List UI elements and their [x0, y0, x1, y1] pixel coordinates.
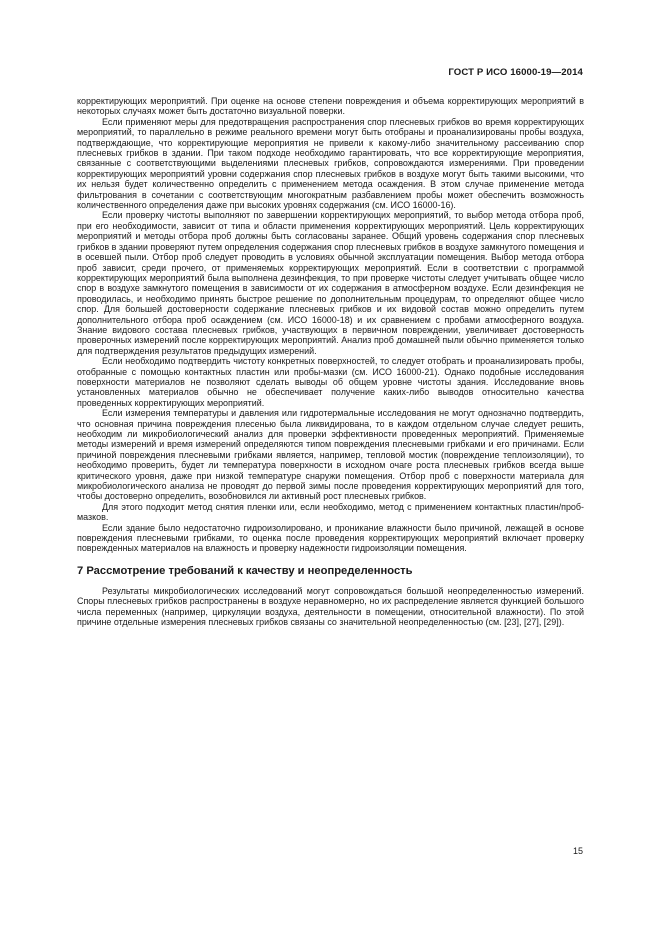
document-header: ГОСТ Р ИСО 16000-19—2014 [448, 67, 583, 78]
paragraph: Для этого подходит метод снятия пленки или, если необходимо, метод с применением контактных пластин/проб-мазков. [77, 501, 584, 523]
paragraph: Результаты микробиологических исследований могут сопровождаться большой неопределенностью измерений. Споры плесневых грибков распространены в воздухе неравномерно, но их распределение является функцией большого числа переменных (например, циркуляции воздуха, деятельности в помещении, относительной влажности). По этой причине отдельные измерения плесневых грибков связаны со значительной неопределенностью (см. [23], [27], [29]). [77, 585, 584, 628]
page-number: 15 [572, 846, 583, 856]
section-heading: 7 Рассмотрение требований к качеству и неопределенность [77, 564, 413, 577]
paragraph: корректирующих мероприятий. При оценке на основе степени повреждения и объема корректирующих мероприятий в некоторых случаях может быть достаточно визуальной поверки. [77, 96, 584, 117]
body-text [77, 96, 584, 628]
paragraph: Если измерения температуры и давления или гидротермальные исследования не могут однозначно подтвердить, что основная причина повреждения плесенью была ликвидирована, то в каждом отдельном случае следует решить, необходим ли микробиологический анализ для проверки эффективности проведенных мероприятий. Применяемые методы измерений и время измерений определяются типом повреждения плесневыми грибками и его причинами. Если причиной повреждения плесневыми грибками является, например, тепловой мостик (повреждение теплоизоляции), то необходимо проверить, будет ли температура поверхности в исходном очаге роста плесневых грибков всегда выше критического уровня, даже при низкой температуре снаружи помещения. Отбор проб с поверхности материала для микробиологического анализа не проводят до первой зимы после проведения корректирующих мероприятий для того, чтобы достоверно определить, возобновился ли активный рост плесневых грибков. [77, 408, 584, 502]
paragraph: Если проверку чистоты выполняют по завершении корректирующих мероприятий, то выбор метода отбора проб, при его необходимости, зависит от типа и области применения корректирующих мероприятий. Цель корректирующих мероприятий и методы отбора проб должны быть согласованы заранее. Общий уровень содержания спор плесневых грибков в здании проверяют путем определения содержания спор плесневых грибков в воздухе замкнутого помещения и в осевшей пыли. Отбор проб следует проводить в условиях обычной эксплуатации помещения. Выбор метода отбора проб зависит, среди прочего, от применяемых корректирующих мероприятий. Если в соответствии с программой корректирующих мероприятий была выполнена дезинфекция, то при проверке чистоты следует учитывать общее число спор в воздухе замкнутого помещения в зависимости от их содержания в атмосферном воздухе. Если дезинфекция не проводилась, и необходимо принять быстрое решение по дополнительным процедурам, то определяют общее число спор. Для большей достоверности содержание плесневых грибков и их видовой состав можно определить путем дополнительного отбора проб осаждением (см. ИСО 16000-18) и их сравнением с пробами атмосферного воздуха. Знание видового состава плесневых грибков, участвующих в первичном повреждении, увеличивает достоверность проверочных измерений после корректирующих мероприятий. Анализ проб домашней пыли обычно применяется только для подтверждения результатов предыдущих измерений. [77, 210, 584, 356]
paragraph: Если необходимо подтвердить чистоту конкретных поверхностей, то следует отобрать и проанализировать пробы, отобранные с помощью контактных пластин или пробы-мазки (см. ИСО 16000-21). Однако подобные исследования поверхности материалов не позволяют сделать выводы об общем уровне чистоты здания. Исследование вновь установленных материалов обычно не обеспечивает получение каких-либо выводов относительно качества проведенных корректирующих мероприятий. [77, 356, 584, 408]
paragraph: Если здание было недостаточно гидроизолировано, и проникание влажности было причиной, лежащей в основе повреждения плесневыми грибками, то оценка после проведения корректирующих мероприятий включает проверку поврежденных материалов на влажность и проверку надежности гидроизоляции помещения. [77, 522, 584, 554]
paragraph: Если применяют меры для предотвращения распространения спор плесневых грибков во время корректирующих мероприятий, то параллельно в режиме реального времени могут быть отобраны и проанализированы пробы воздуха, подтверждающие, что корректирующие мероприятия не привели к какому-либо значительному рассеиванию спор плесневых грибков в здании. При таком подходе необходимо гарантировать, что все корректирующие мероприятия, связанные с соответствующими выделениями плесневых грибков, сопровождаются измерениями. При проведении корректирующих мероприятий уровни содержания спор плесневых грибков в воздухе могут быть такими высокими, что их нельзя будет количественно определить с применением метода осаждения. В этом случае применение метода фильтрования в сочетании с соответствующим многократным разбавлением пробы может обеспечить возможность количественного определения даже при высоких уровнях содержания (см. ИСО 16000-16). [77, 116, 584, 211]
